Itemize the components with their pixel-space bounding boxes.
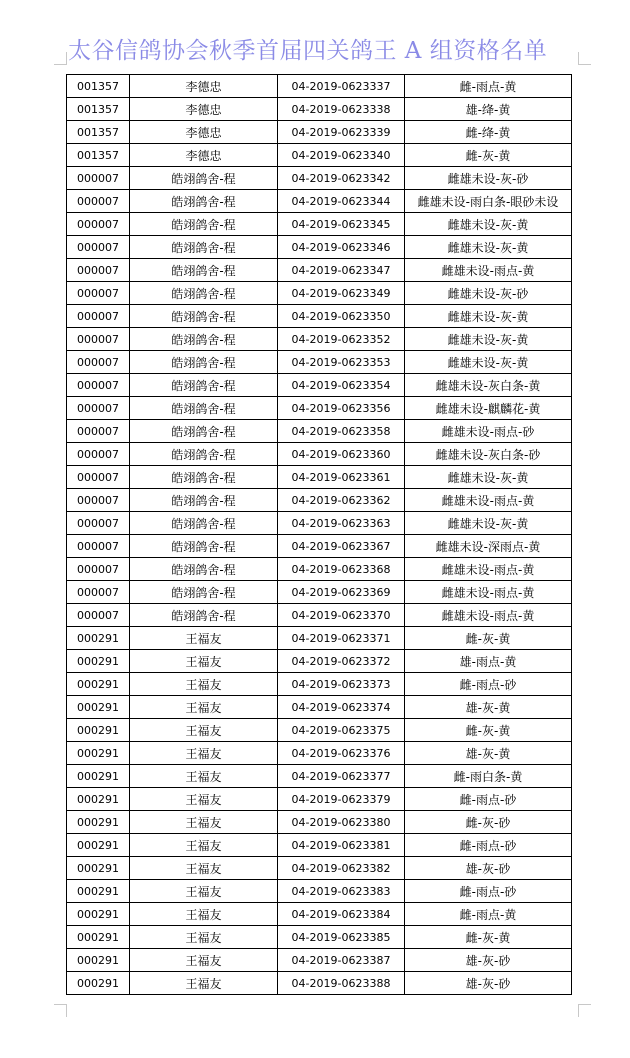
owner-name-cell: 皓翊鸽舍-程 — [130, 466, 278, 489]
ring-number-cell: 04-2019-0623387 — [278, 949, 405, 972]
member-id-cell: 000007 — [67, 167, 130, 190]
pigeon-description-cell: 雌-灰-砂 — [405, 811, 572, 834]
ring-number-cell: 04-2019-0623353 — [278, 351, 405, 374]
member-id-cell: 000007 — [67, 489, 130, 512]
table-row — [67, 144, 572, 167]
member-id-cell: 000291 — [67, 857, 130, 880]
table-row — [67, 719, 572, 742]
member-id-cell: 000007 — [67, 236, 130, 259]
member-id-cell: 000007 — [67, 282, 130, 305]
page-corner-mark-top-left — [54, 52, 67, 65]
member-id-cell: 000291 — [67, 627, 130, 650]
owner-name-cell: 皓翊鸽舍-程 — [130, 328, 278, 351]
ring-number-cell: 04-2019-0623363 — [278, 512, 405, 535]
pigeon-description-cell: 雌雄未设-灰白条-黄 — [405, 374, 572, 397]
owner-name-cell: 皓翊鸽舍-程 — [130, 213, 278, 236]
pigeon-description-cell: 雄-灰-砂 — [405, 857, 572, 880]
table-row — [67, 604, 572, 627]
member-id-cell: 000007 — [67, 397, 130, 420]
member-id-cell: 000007 — [67, 558, 130, 581]
pigeon-description-cell: 雌雄未设-麒麟花-黄 — [405, 397, 572, 420]
owner-name-cell: 皓翊鸽舍-程 — [130, 581, 278, 604]
member-id-cell: 000291 — [67, 903, 130, 926]
ring-number-cell: 04-2019-0623383 — [278, 880, 405, 903]
pigeon-description-cell: 雌雄未设-雨白条-眼砂未设 — [405, 190, 572, 213]
pigeon-description-cell: 雄-绛-黄 — [405, 98, 572, 121]
owner-name-cell: 李德忠 — [130, 121, 278, 144]
ring-number-cell: 04-2019-0623347 — [278, 259, 405, 282]
pigeon-description-cell: 雌雄未设-灰白条-砂 — [405, 443, 572, 466]
ring-number-cell: 04-2019-0623369 — [278, 581, 405, 604]
pigeon-description-cell: 雌-灰-黄 — [405, 926, 572, 949]
owner-name-cell: 李德忠 — [130, 75, 278, 98]
member-id-cell: 001357 — [67, 75, 130, 98]
ring-number-cell: 04-2019-0623340 — [278, 144, 405, 167]
ring-number-cell: 04-2019-0623373 — [278, 673, 405, 696]
table-row — [67, 926, 572, 949]
owner-name-cell: 王福友 — [130, 719, 278, 742]
owner-name-cell: 王福友 — [130, 949, 278, 972]
table-row — [67, 765, 572, 788]
member-id-cell: 000007 — [67, 604, 130, 627]
owner-name-cell: 皓翊鸽舍-程 — [130, 351, 278, 374]
ring-number-cell: 04-2019-0623342 — [278, 167, 405, 190]
pigeon-description-cell: 雌-灰-黄 — [405, 144, 572, 167]
ring-number-cell: 04-2019-0623371 — [278, 627, 405, 650]
member-id-cell: 000007 — [67, 443, 130, 466]
pigeon-description-cell: 雄-灰-黄 — [405, 696, 572, 719]
ring-number-cell: 04-2019-0623358 — [278, 420, 405, 443]
table-row — [67, 236, 572, 259]
owner-name-cell: 皓翊鸽舍-程 — [130, 167, 278, 190]
ring-number-cell: 04-2019-0623382 — [278, 857, 405, 880]
table-row — [67, 259, 572, 282]
member-id-cell: 001357 — [67, 121, 130, 144]
owner-name-cell: 皓翊鸽舍-程 — [130, 604, 278, 627]
owner-name-cell: 李德忠 — [130, 144, 278, 167]
owner-name-cell: 王福友 — [130, 857, 278, 880]
pigeon-description-cell: 雌雄未设-灰-黄 — [405, 466, 572, 489]
ring-number-cell: 04-2019-0623379 — [278, 788, 405, 811]
table-row — [67, 420, 572, 443]
qualification-table — [66, 74, 572, 995]
owner-name-cell: 皓翊鸽舍-程 — [130, 535, 278, 558]
member-id-cell: 000291 — [67, 765, 130, 788]
member-id-cell: 000007 — [67, 351, 130, 374]
owner-name-cell: 王福友 — [130, 627, 278, 650]
table-row — [67, 650, 572, 673]
owner-name-cell: 王福友 — [130, 811, 278, 834]
ring-number-cell: 04-2019-0623377 — [278, 765, 405, 788]
ring-number-cell: 04-2019-0623368 — [278, 558, 405, 581]
member-id-cell: 000007 — [67, 535, 130, 558]
pigeon-description-cell: 雄-灰-砂 — [405, 972, 572, 995]
member-id-cell: 000291 — [67, 742, 130, 765]
table-row — [67, 857, 572, 880]
table-row — [67, 489, 572, 512]
owner-name-cell: 王福友 — [130, 673, 278, 696]
member-id-cell: 000007 — [67, 512, 130, 535]
pigeon-description-cell: 雌雄未设-灰-黄 — [405, 351, 572, 374]
page-corner-mark-bottom-right — [578, 1004, 591, 1017]
table-row — [67, 98, 572, 121]
document-title: 太谷信鸽协会秋季首届四关鸽王 A 组资格名单 — [68, 38, 548, 64]
table-row — [67, 443, 572, 466]
owner-name-cell: 王福友 — [130, 765, 278, 788]
member-id-cell: 001357 — [67, 144, 130, 167]
pigeon-description-cell: 雌雄未设-雨点-黄 — [405, 604, 572, 627]
ring-number-cell: 04-2019-0623352 — [278, 328, 405, 351]
pigeon-description-cell: 雄-雨点-黄 — [405, 650, 572, 673]
member-id-cell: 000291 — [67, 926, 130, 949]
pigeon-description-cell: 雌雄未设-雨点-黄 — [405, 259, 572, 282]
ring-number-cell: 04-2019-0623380 — [278, 811, 405, 834]
table-row — [67, 903, 572, 926]
table-row — [67, 305, 572, 328]
member-id-cell: 000291 — [67, 788, 130, 811]
table-row — [67, 811, 572, 834]
table-row — [67, 213, 572, 236]
pigeon-description-cell: 雌雄未设-灰-砂 — [405, 282, 572, 305]
table-row — [67, 75, 572, 98]
page-corner-mark-bottom-left — [54, 1004, 67, 1017]
member-id-cell: 000007 — [67, 213, 130, 236]
member-id-cell: 000007 — [67, 420, 130, 443]
ring-number-cell: 04-2019-0623376 — [278, 742, 405, 765]
member-id-cell: 000291 — [67, 880, 130, 903]
ring-number-cell: 04-2019-0623367 — [278, 535, 405, 558]
pigeon-description-cell: 雌-雨点-砂 — [405, 834, 572, 857]
table-row — [67, 880, 572, 903]
table-row — [67, 742, 572, 765]
table-row — [67, 834, 572, 857]
table-row — [67, 558, 572, 581]
table-row — [67, 535, 572, 558]
ring-number-cell: 04-2019-0623354 — [278, 374, 405, 397]
owner-name-cell: 皓翊鸽舍-程 — [130, 397, 278, 420]
pigeon-description-cell: 雌-灰-黄 — [405, 627, 572, 650]
table-row — [67, 374, 572, 397]
ring-number-cell: 04-2019-0623338 — [278, 98, 405, 121]
member-id-cell: 000291 — [67, 949, 130, 972]
ring-number-cell: 04-2019-0623362 — [278, 489, 405, 512]
member-id-cell: 000291 — [67, 811, 130, 834]
ring-number-cell: 04-2019-0623361 — [278, 466, 405, 489]
owner-name-cell: 皓翊鸽舍-程 — [130, 259, 278, 282]
member-id-cell: 000007 — [67, 259, 130, 282]
member-id-cell: 000007 — [67, 328, 130, 351]
table-row — [67, 397, 572, 420]
member-id-cell: 000007 — [67, 305, 130, 328]
pigeon-description-cell: 雌雄未设-雨点-黄 — [405, 558, 572, 581]
pigeon-description-cell: 雌-雨点-砂 — [405, 880, 572, 903]
ring-number-cell: 04-2019-0623384 — [278, 903, 405, 926]
pigeon-description-cell: 雌雄未设-深雨点-黄 — [405, 535, 572, 558]
pigeon-description-cell: 雌雄未设-灰-黄 — [405, 213, 572, 236]
owner-name-cell: 王福友 — [130, 834, 278, 857]
pigeon-description-cell: 雌-雨点-黄 — [405, 903, 572, 926]
owner-name-cell: 王福友 — [130, 903, 278, 926]
pigeon-description-cell: 雄-灰-砂 — [405, 949, 572, 972]
owner-name-cell: 皓翊鸽舍-程 — [130, 190, 278, 213]
table-row — [67, 351, 572, 374]
table-row — [67, 121, 572, 144]
member-id-cell: 000007 — [67, 190, 130, 213]
owner-name-cell: 李德忠 — [130, 98, 278, 121]
pigeon-description-cell: 雌-雨点-黄 — [405, 75, 572, 98]
table-row — [67, 673, 572, 696]
ring-number-cell: 04-2019-0623350 — [278, 305, 405, 328]
member-id-cell: 001357 — [67, 98, 130, 121]
pigeon-description-cell: 雌-雨点-砂 — [405, 673, 572, 696]
ring-number-cell: 04-2019-0623385 — [278, 926, 405, 949]
owner-name-cell: 皓翊鸽舍-程 — [130, 282, 278, 305]
ring-number-cell: 04-2019-0623374 — [278, 696, 405, 719]
ring-number-cell: 04-2019-0623356 — [278, 397, 405, 420]
ring-number-cell: 04-2019-0623345 — [278, 213, 405, 236]
ring-number-cell: 04-2019-0623375 — [278, 719, 405, 742]
ring-number-cell: 04-2019-0623349 — [278, 282, 405, 305]
ring-number-cell: 04-2019-0623360 — [278, 443, 405, 466]
owner-name-cell: 王福友 — [130, 788, 278, 811]
ring-number-cell: 04-2019-0623339 — [278, 121, 405, 144]
pigeon-description-cell: 雄-灰-黄 — [405, 742, 572, 765]
ring-number-cell: 04-2019-0623344 — [278, 190, 405, 213]
table-row — [67, 466, 572, 489]
member-id-cell: 000291 — [67, 972, 130, 995]
pigeon-description-cell: 雌雄未设-灰-黄 — [405, 512, 572, 535]
member-id-cell: 000007 — [67, 466, 130, 489]
table-row — [67, 696, 572, 719]
member-id-cell: 000291 — [67, 834, 130, 857]
ring-number-cell: 04-2019-0623372 — [278, 650, 405, 673]
pigeon-description-cell: 雌-绛-黄 — [405, 121, 572, 144]
owner-name-cell: 皓翊鸽舍-程 — [130, 489, 278, 512]
member-id-cell: 000007 — [67, 374, 130, 397]
owner-name-cell: 王福友 — [130, 926, 278, 949]
table-row — [67, 512, 572, 535]
pigeon-description-cell: 雌雄未设-灰-砂 — [405, 167, 572, 190]
owner-name-cell: 皓翊鸽舍-程 — [130, 236, 278, 259]
member-id-cell: 000291 — [67, 650, 130, 673]
table-row — [67, 788, 572, 811]
qualification-table-body — [67, 75, 572, 995]
table-row — [67, 282, 572, 305]
owner-name-cell: 皓翊鸽舍-程 — [130, 305, 278, 328]
ring-number-cell: 04-2019-0623381 — [278, 834, 405, 857]
pigeon-description-cell: 雌-雨点-砂 — [405, 788, 572, 811]
owner-name-cell: 皓翊鸽舍-程 — [130, 443, 278, 466]
member-id-cell: 000291 — [67, 696, 130, 719]
ring-number-cell: 04-2019-0623346 — [278, 236, 405, 259]
ring-number-cell: 04-2019-0623388 — [278, 972, 405, 995]
table-row — [67, 190, 572, 213]
pigeon-description-cell: 雌雄未设-雨点-黄 — [405, 489, 572, 512]
member-id-cell: 000291 — [67, 673, 130, 696]
ring-number-cell: 04-2019-0623337 — [278, 75, 405, 98]
table-row — [67, 627, 572, 650]
table-row — [67, 581, 572, 604]
owner-name-cell: 皓翊鸽舍-程 — [130, 512, 278, 535]
pigeon-description-cell: 雌-雨白条-黄 — [405, 765, 572, 788]
table-row — [67, 972, 572, 995]
member-id-cell: 000007 — [67, 581, 130, 604]
pigeon-description-cell: 雌雄未设-雨点-砂 — [405, 420, 572, 443]
ring-number-cell: 04-2019-0623370 — [278, 604, 405, 627]
table-row — [67, 167, 572, 190]
owner-name-cell: 王福友 — [130, 650, 278, 673]
pigeon-description-cell: 雌雄未设-灰-黄 — [405, 236, 572, 259]
pigeon-description-cell: 雌-灰-黄 — [405, 719, 572, 742]
pigeon-description-cell: 雌雄未设-灰-黄 — [405, 328, 572, 351]
owner-name-cell: 皓翊鸽舍-程 — [130, 374, 278, 397]
pigeon-description-cell: 雌雄未设-灰-黄 — [405, 305, 572, 328]
table-row — [67, 328, 572, 351]
page-corner-mark-top-right — [578, 52, 591, 65]
table-row — [67, 949, 572, 972]
owner-name-cell: 皓翊鸽舍-程 — [130, 420, 278, 443]
owner-name-cell: 王福友 — [130, 742, 278, 765]
owner-name-cell: 王福友 — [130, 972, 278, 995]
owner-name-cell: 王福友 — [130, 696, 278, 719]
owner-name-cell: 皓翊鸽舍-程 — [130, 558, 278, 581]
member-id-cell: 000291 — [67, 719, 130, 742]
owner-name-cell: 王福友 — [130, 880, 278, 903]
pigeon-description-cell: 雌雄未设-雨点-黄 — [405, 581, 572, 604]
